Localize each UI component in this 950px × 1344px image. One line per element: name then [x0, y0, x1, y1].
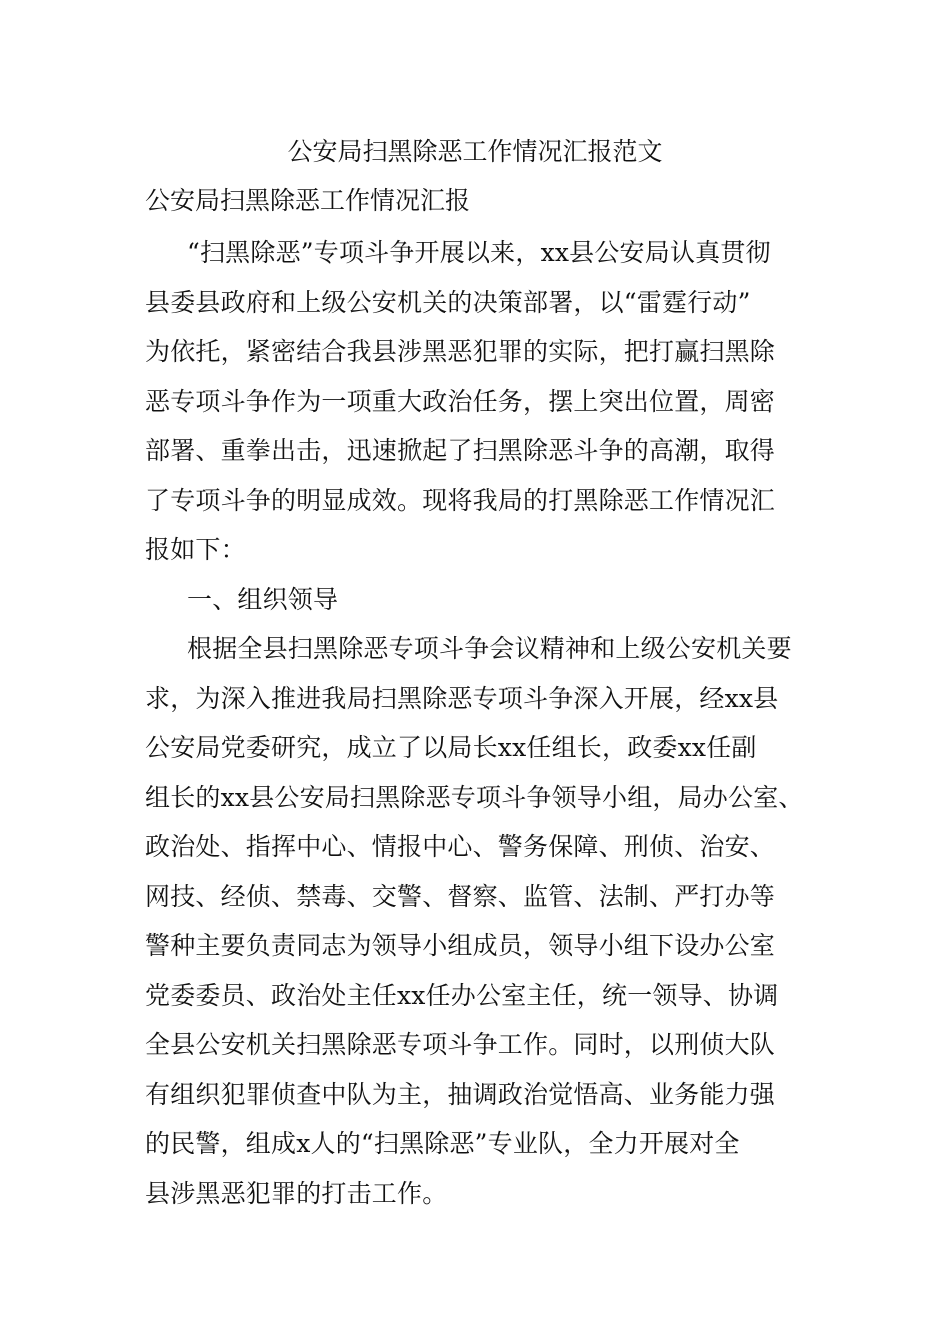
body-line: 警种主要负责同志为领导小组成员，领导小组下设办公室	[145, 931, 776, 960]
body-line: 部署、重拳出击，迅速掀起了扫黑除恶斗争的高潮，取得	[145, 436, 776, 465]
body-line: 报如下：	[145, 535, 246, 564]
body-line: 求，为深入推进我局扫黑除恶专项斗争深入开展，经xx县	[145, 683, 779, 713]
body-line: 的民警，组成x人的“扫黑除恶”专业队，全力开展对全	[145, 1129, 740, 1158]
body-line: 政治处、指挥中心、情报中心、警务保障、刑侦、治安、	[145, 832, 776, 861]
body-line: 了专项斗争的明显成效。现将我局的打黑除恶工作情况汇	[145, 485, 776, 515]
body-line: 县涉黑恶犯罪的打击工作。	[145, 1178, 448, 1208]
body-line: 根据全县扫黑除恶专项斗争会议精神和上级公安机关要	[187, 634, 792, 663]
body-line: 为依托，紧密结合我县涉黑恶犯罪的实际，把打赢扫黑除	[145, 337, 776, 366]
document-title: 公安局扫黑除恶工作情况汇报范文	[287, 137, 663, 166]
body-line: “扫黑除恶”专项斗争开展以来，xx县公安局认真贯彻	[187, 238, 771, 267]
section-heading: 一、组织领导	[187, 584, 339, 614]
document-subtitle: 公安局扫黑除恶工作情况汇报	[145, 186, 471, 215]
body-line: 党委委员、政治处主任xx任办公室主任，统一领导、协调	[145, 980, 779, 1010]
body-line: 恶专项斗争作为一项重大政治任务，摆上突出位置，周密	[145, 386, 776, 416]
body-line: 网技、经侦、禁毒、交警、督察、监管、法制、严打办等	[145, 881, 776, 911]
body-line: 县委县政府和上级公安机关的决策部署，以“雷霆行动”	[145, 287, 751, 317]
body-line: 公安局党委研究，成立了以局长xx任组长，政委xx任副	[145, 733, 757, 762]
document-body	[145, 228, 835, 1218]
body-line: 有组织犯罪侦查中队为主，抽调政治觉悟高、业务能力强	[145, 1079, 776, 1109]
body-line: 全县公安机关扫黑除恶专项斗争工作。同时，以刑侦大队	[145, 1030, 776, 1059]
body-line: 组长的xx县公安局扫黑除恶专项斗争领导小组，局办公室、	[145, 782, 804, 812]
